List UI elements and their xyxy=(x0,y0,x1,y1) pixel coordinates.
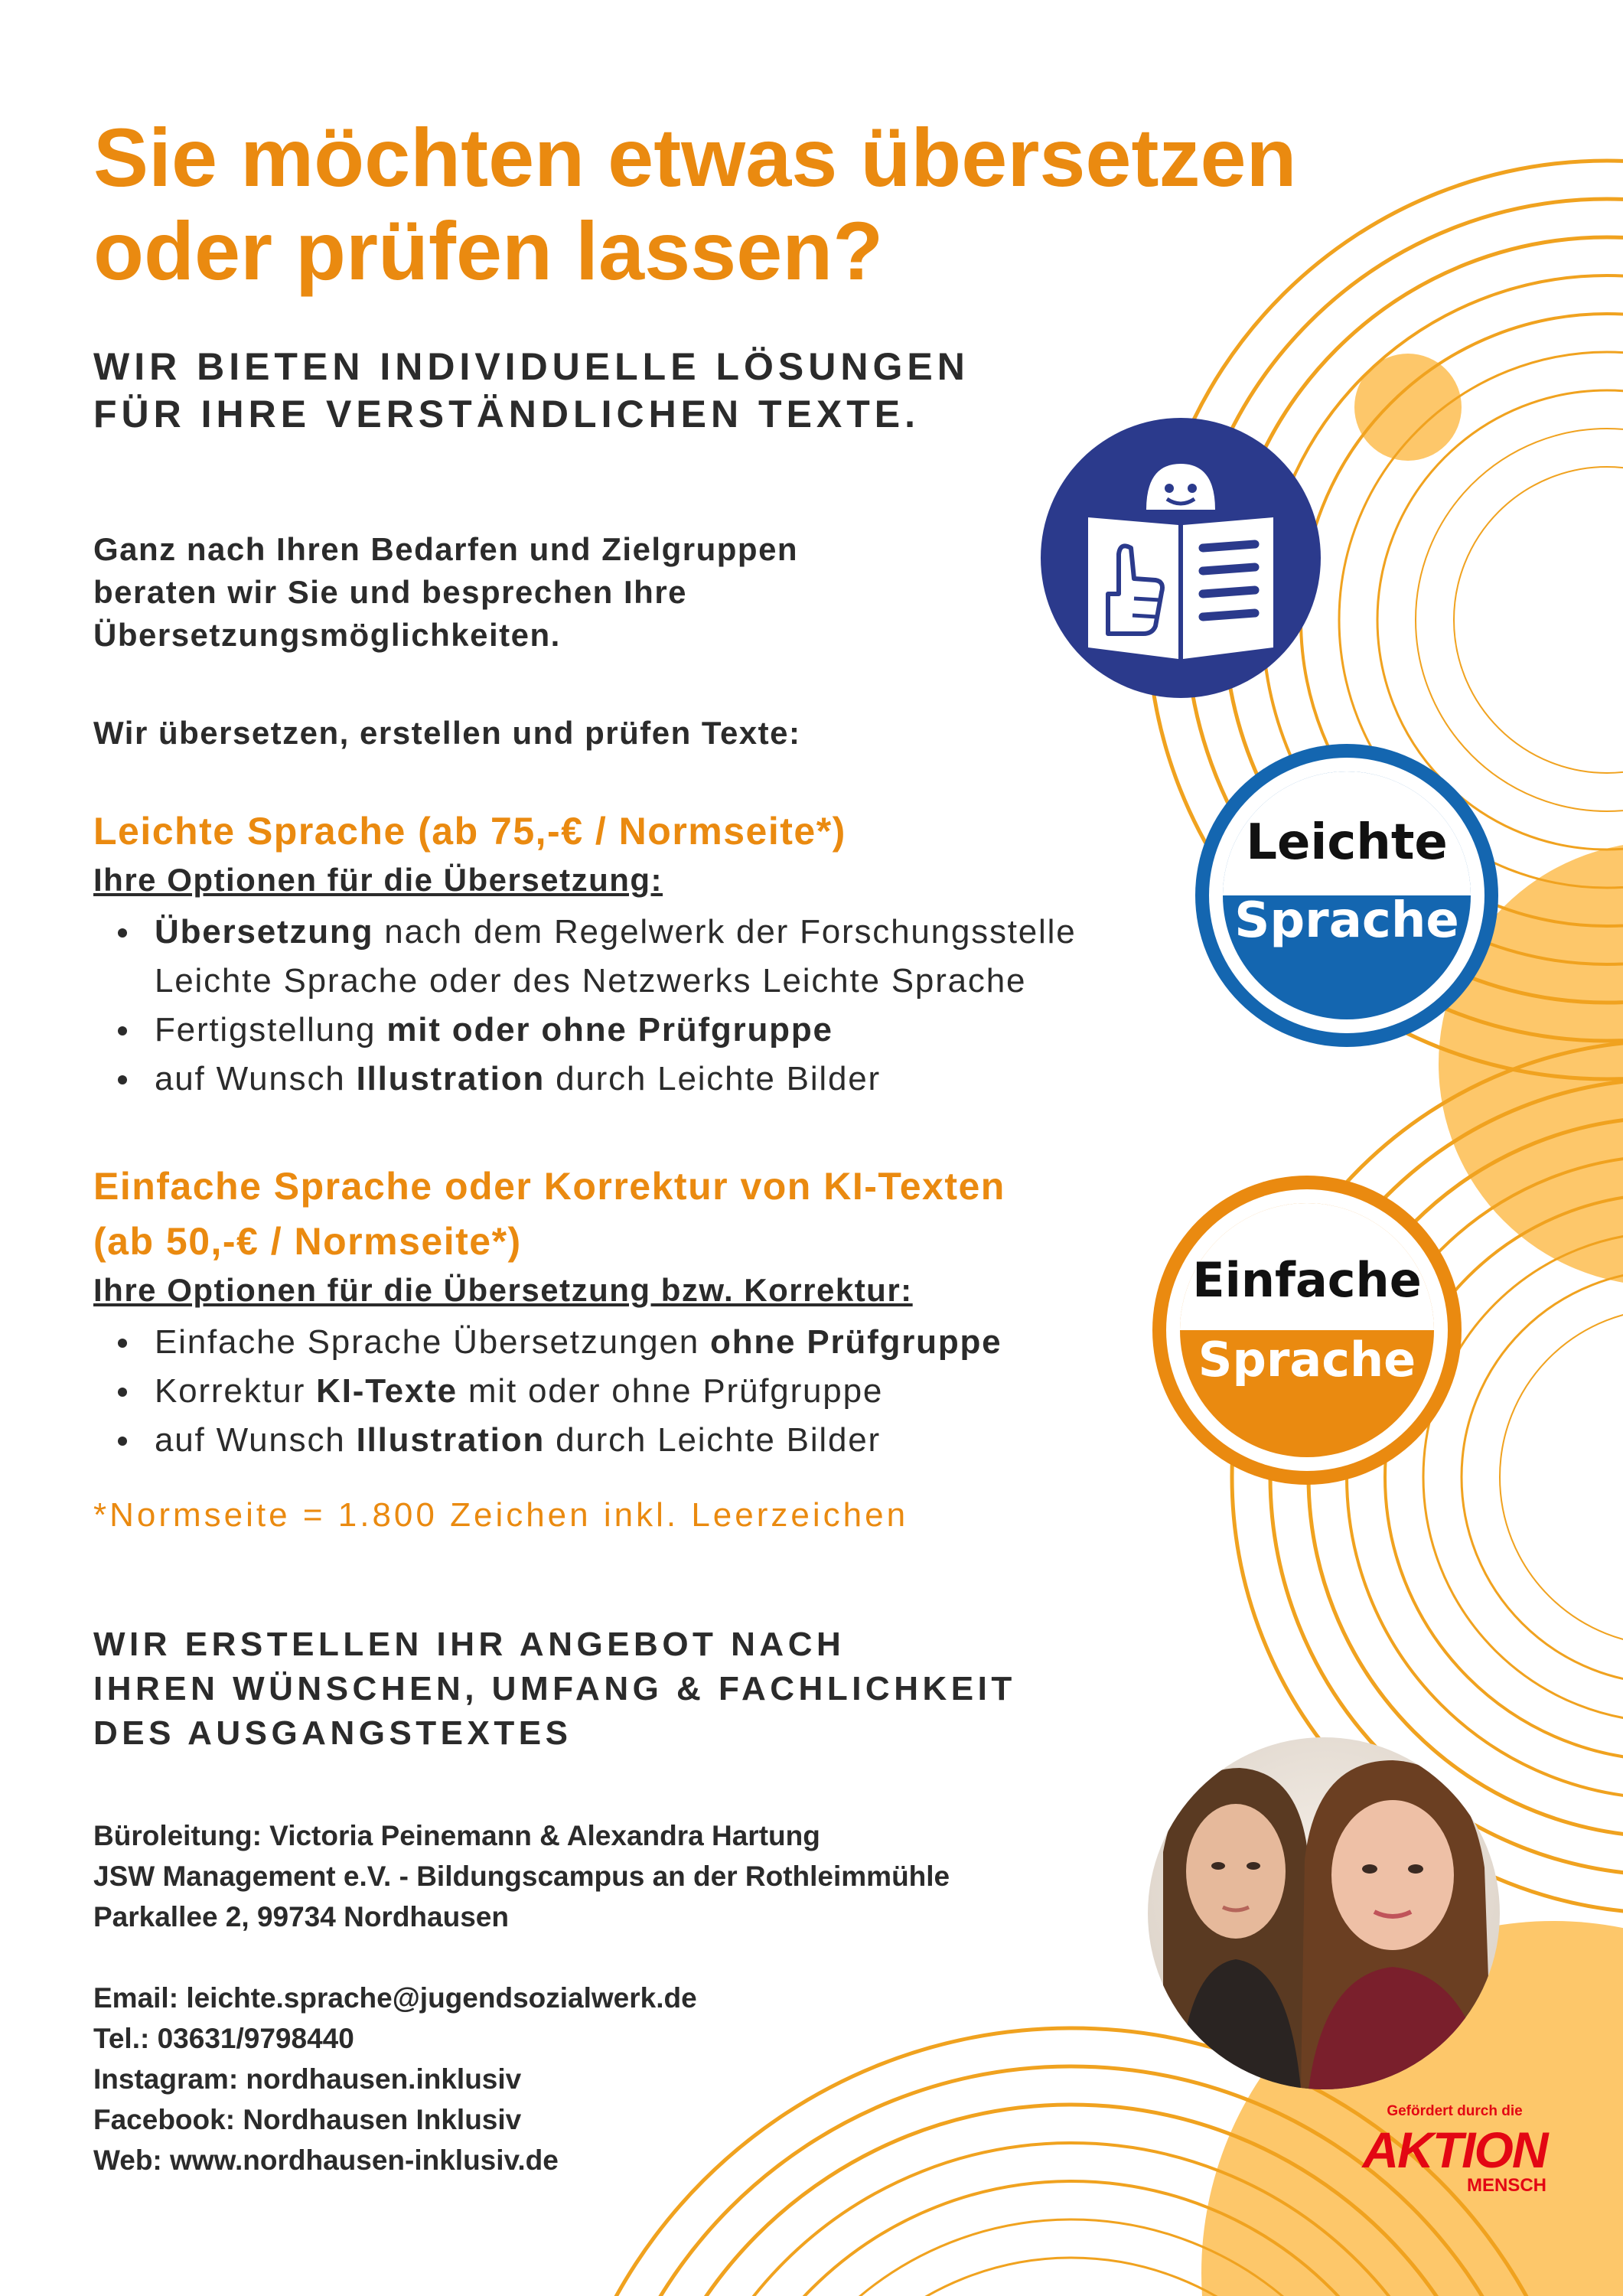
einfache-heading xyxy=(93,1159,1195,1269)
contact-email[interactable]: Email: leichte.sprache@jugendsozialwerk.de xyxy=(93,1982,697,2014)
item-text: durch Leichte Bilder xyxy=(545,1060,881,1097)
section-leichte-sprache xyxy=(93,804,1195,1104)
item-text: Fertigstellung xyxy=(155,1011,387,1049)
funding-logo xyxy=(1355,2103,1554,2197)
leichte-logo-bottom-word: Sprache xyxy=(1234,892,1459,949)
subheadline xyxy=(93,343,970,438)
team-photo xyxy=(1148,1737,1500,2089)
list-item xyxy=(93,1318,1195,1367)
item-text: mit oder ohne Prüfgruppe xyxy=(457,1372,884,1410)
headline-line-2: oder prüfen lassen? xyxy=(93,204,884,297)
office-info xyxy=(93,1815,950,1937)
einfache-logo-bottom-word: Sprache xyxy=(1198,1332,1416,1388)
headline-line-1: Sie möchten etwas übersetzen xyxy=(93,111,1297,204)
contact-phone[interactable]: Tel.: 03631/9798440 xyxy=(93,2023,354,2054)
list-item xyxy=(93,1006,1195,1055)
office-leadership: Büroleitung: Victoria Peinemann & Alexandra Hartung xyxy=(93,1820,820,1851)
subheadline-line-2: FÜR IHRE VERSTÄNDLICHEN TEXTE. xyxy=(93,393,921,435)
offer-line-2: IHREN WÜNSCHEN, UMFANG & FACHLICHKEIT xyxy=(93,1670,1016,1707)
item-text: Korrektur xyxy=(155,1372,317,1410)
subheadline-line-1: WIR BIETEN INDIVIDUELLE LÖSUNGEN xyxy=(93,345,970,388)
offer-line-1: WIR ERSTELLEN IHR ANGEBOT NACH xyxy=(93,1626,846,1663)
contact-info xyxy=(93,1978,697,2180)
mensch-wordmark: MENSCH xyxy=(1466,2175,1546,2196)
footnote-normseite: *Normseite = 1.800 Zeichen inkl. Leerzeichen xyxy=(93,1496,909,1534)
easy-read-icon xyxy=(1041,418,1321,698)
offer-line-3: DES AUSGANGSTEXTES xyxy=(93,1714,572,1752)
contact-web[interactable]: Web: www.nordhausen-inklusiv.de xyxy=(93,2144,559,2176)
contact-facebook[interactable]: Facebook: Nordhausen Inklusiv xyxy=(93,2104,522,2135)
item-bold: mit oder ohne Prüfgruppe xyxy=(386,1011,833,1049)
item-text: auf Wunsch xyxy=(155,1060,357,1097)
section-einfache-sprache xyxy=(93,1159,1195,1465)
item-bold: Illustration xyxy=(356,1060,546,1097)
contact-instagram[interactable]: Instagram: nordhausen.inklusiv xyxy=(93,2063,522,2095)
leichte-logo-top-word: Leichte xyxy=(1246,814,1448,871)
leichte-options-list xyxy=(93,908,1195,1104)
lead-text: Wir übersetzen, erstellen und prüfen Texte: xyxy=(93,715,801,751)
intro-line-3: Übersetzungsmöglichkeiten. xyxy=(93,617,561,653)
einfache-logo-top-word: Einfache xyxy=(1192,1252,1422,1308)
headline xyxy=(93,111,1471,298)
item-bold: KI-Texte xyxy=(316,1372,458,1410)
list-item xyxy=(93,1367,1195,1416)
list-item xyxy=(93,1416,1195,1465)
item-bold: Illustration xyxy=(356,1421,546,1459)
list-item xyxy=(93,1055,1195,1104)
funded-by-text: Gefördert durch die xyxy=(1387,2103,1523,2119)
einfache-heading-line-1: Einfache Sprache oder Korrektur von KI-Texten xyxy=(93,1165,1005,1208)
einfache-sprache-logo xyxy=(1152,1176,1462,1485)
intro-line-1: Ganz nach Ihren Bedarfen und Zielgruppen xyxy=(93,531,799,567)
item-text: nach dem Regelwerk der Forschungsstelle Leichte Sprache oder des Netzwerks Leichte Sprache xyxy=(155,913,1077,1000)
leichte-heading: Leichte Sprache (ab 75,-€ / Normseite*) xyxy=(93,810,846,853)
item-text: Einfache Sprache Übersetzungen xyxy=(155,1323,711,1361)
item-text: auf Wunsch xyxy=(155,1421,357,1459)
einfache-options-list xyxy=(93,1318,1195,1465)
einfache-options-heading: Ihre Optionen für die Übersetzung bzw. Korrektur: xyxy=(93,1272,913,1308)
office-organisation: JSW Management e.V. - Bildungscampus an der Rothleimmühle xyxy=(93,1861,950,1892)
leichte-sprache-logo xyxy=(1195,744,1498,1047)
einfache-heading-line-2: (ab 50,-€ / Normseite*) xyxy=(93,1220,522,1263)
office-address: Parkallee 2, 99734 Nordhausen xyxy=(93,1901,509,1932)
list-item xyxy=(93,908,1195,1006)
intro-paragraph xyxy=(93,528,798,657)
leichte-options-heading: Ihre Optionen für die Übersetzung: xyxy=(93,862,663,898)
item-bold: Übersetzung xyxy=(155,913,374,951)
aktion-wordmark: AKTION xyxy=(1362,2122,1547,2178)
offer-statement xyxy=(93,1623,1016,1756)
item-text: durch Leichte Bilder xyxy=(545,1421,881,1459)
item-bold: ohne Prüfgruppe xyxy=(710,1323,1002,1361)
intro-line-2: beraten wir Sie und besprechen Ihre xyxy=(93,574,688,610)
